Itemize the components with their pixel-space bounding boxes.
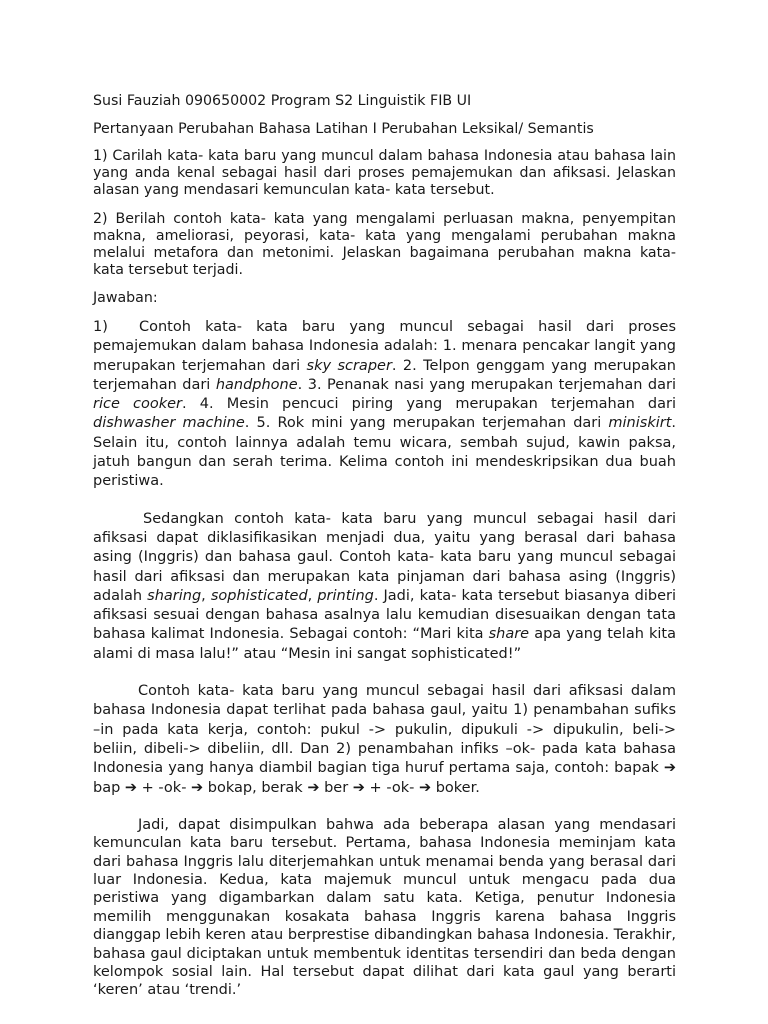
italic-term: sharing bbox=[147, 587, 202, 604]
arrow-right-icon: ➔ bbox=[352, 779, 365, 796]
answer2-text: . Jadi, kata- kata tersebut biasanya diberi afiksasi sesuai dengan bahasa asalnya lalu kemudian disesuaikan dengan tata bahasa kalimat Indonesia. Sebagai contoh: “Mari kita bbox=[93, 587, 676, 643]
answer1-text: Contoh kata- kata baru yang muncul sebagai hasil dari proses pemajemukan dalam bahasa Indonesia adalah: 1. menara pencakar langit yang merupakan terjemahan dari bbox=[93, 319, 676, 374]
title-line: Pertanyaan Perubahan Bahasa Latihan I Perubahan Leksikal/ Semantis bbox=[93, 121, 594, 137]
answer-paragraph-1 bbox=[93, 318, 676, 492]
answer-paragraph-4: Jadi, dapat disimpulkan bahwa ada beberapa alasan yang mendasari kemunculan kata baru tersebut. Pertama, bahasa Indonesia meminjam kata dari bahasa Inggris lalu diterjemahkan untuk menamai benda yang berasal dari luar Indonesia. Kedua, kata majemuk muncul untuk mengacu pada dua peristiwa yang digambarkan dalam satu kata. Ketiga, penutur Indonesia memilih menggunakan kosakata bahasa Inggris karena bahasa Inggris dianggap lebih keren atau berprestise dibandingkan bahasa Indonesia. Terakhir, bahasa gaul diciptakan untuk membentuk identitas tersendiri dan beda dengan kelompok sosial lain. Hal tersebut dapat dilihat dari kata gaul yang berarti ‘keren’ atau ‘trendi.’ bbox=[93, 816, 676, 999]
arrow-right-icon: ➔ bbox=[124, 779, 138, 796]
answer1-text: . 2. Telpon genggam yang merupakan terjemahan dari bbox=[93, 357, 676, 393]
answer3-text: Contoh kata- kata baru yang muncul sebagai hasil dari afiksasi dalam bahasa Indonesia dapat terlihat pada bahasa gaul, yaitu 1) penambahan sufiks –in pada kata kerja, contoh: pukul -> pukulin, dipukuli -> dipukulin, beli-> beliin, dibeli-> dibeliin, dll. Dan 2) penambahan infiks –ok- pada kata bahasa Indonesia yang hanya diambil bagian tiga huruf pertama saja, contoh: bapak bbox=[93, 683, 676, 777]
italic-term: handphone bbox=[215, 376, 298, 393]
author-line: Susi Fauziah 090650002 Program S2 Linguistik FIB UI bbox=[93, 93, 472, 109]
answer3-text: bap bbox=[93, 779, 125, 796]
answer-paragraph-3 bbox=[93, 682, 676, 798]
question-2: 2) Berilah contoh kata- kata yang mengalami perluasan makna, penyempitan makna, ameliorasi, peyorasi, kata- kata yang mengalami perubahan makna melalui metafora dan metonimi. Jelaskan bagaimana perubahan makna kata- kata tersebut terjadi. bbox=[93, 211, 676, 278]
answer1-text: . 4. Mesin pencuci piring yang merupakan terjemahan dari bbox=[182, 396, 676, 413]
document-page bbox=[93, 92, 676, 1000]
arrow-right-icon: ➔ bbox=[191, 779, 204, 796]
answer1-text: . 3. Penanak nasi yang merupakan terjemahan dari bbox=[297, 376, 676, 393]
italic-term: sophisticated bbox=[210, 587, 308, 604]
italic-term: dishwasher machine bbox=[93, 415, 245, 432]
italic-term: miniskirt bbox=[608, 415, 672, 432]
answer3-text: boker. bbox=[431, 779, 480, 796]
arrow-right-icon: ➔ bbox=[418, 779, 432, 796]
answer2-text: Sedangkan contoh kata- kata baru yang muncul sebagai hasil dari afiksasi dapat diklasifikasikan menjadi dua, yaitu yang berasal dari bahasa asing (Inggris) dan bahasa gaul. Contoh kata- kata baru yang muncul sebagai hasil dari afiksasi dan merupakan kata pinjaman dari bahasa asing (Inggris) adalah bbox=[93, 510, 676, 604]
italic-term: printing bbox=[317, 587, 374, 604]
answer-paragraph-2 bbox=[93, 510, 676, 664]
answer2-text: apa yang telah kita alami di masa lalu!” atau “Mesin ini sangat sophisticated!” bbox=[93, 626, 676, 662]
answer3-text: + -ok- bbox=[364, 779, 419, 796]
answer-number: 1) bbox=[93, 319, 108, 335]
italic-term: rice cooker bbox=[93, 396, 183, 413]
italic-term: sky scraper bbox=[306, 357, 392, 374]
answer3-text: bokap, berak bbox=[203, 779, 308, 796]
answer1-text: . Selain itu, contoh lainnya adalah temu wicara, sembah sujud, kawin paksa, jatuh bangun dan serah terima. Kelima contoh ini mendeskripsikan dua buah peristiwa. bbox=[93, 415, 676, 490]
arrow-right-icon: ➔ bbox=[663, 760, 676, 777]
italic-term: share bbox=[488, 626, 530, 643]
question-1: 1) Carilah kata- kata baru yang muncul dalam bahasa Indonesia atau bahasa lain yang anda kenal sebagai hasil dari proses pemajemukan dan afiksasi. Jelaskan alasan yang mendasari kemunculan kata- kata tersebut. bbox=[93, 148, 676, 198]
answer2-text: , bbox=[201, 587, 211, 604]
answer-label: Jawaban: bbox=[93, 290, 158, 306]
answer2-text: , bbox=[307, 587, 318, 604]
arrow-right-icon: ➔ bbox=[307, 779, 320, 796]
answer3-text: + -ok- bbox=[137, 779, 192, 796]
answer3-text: ber bbox=[319, 779, 353, 796]
answer1-text: . 5. Rok mini yang merupakan terjemahan dari bbox=[244, 415, 609, 432]
